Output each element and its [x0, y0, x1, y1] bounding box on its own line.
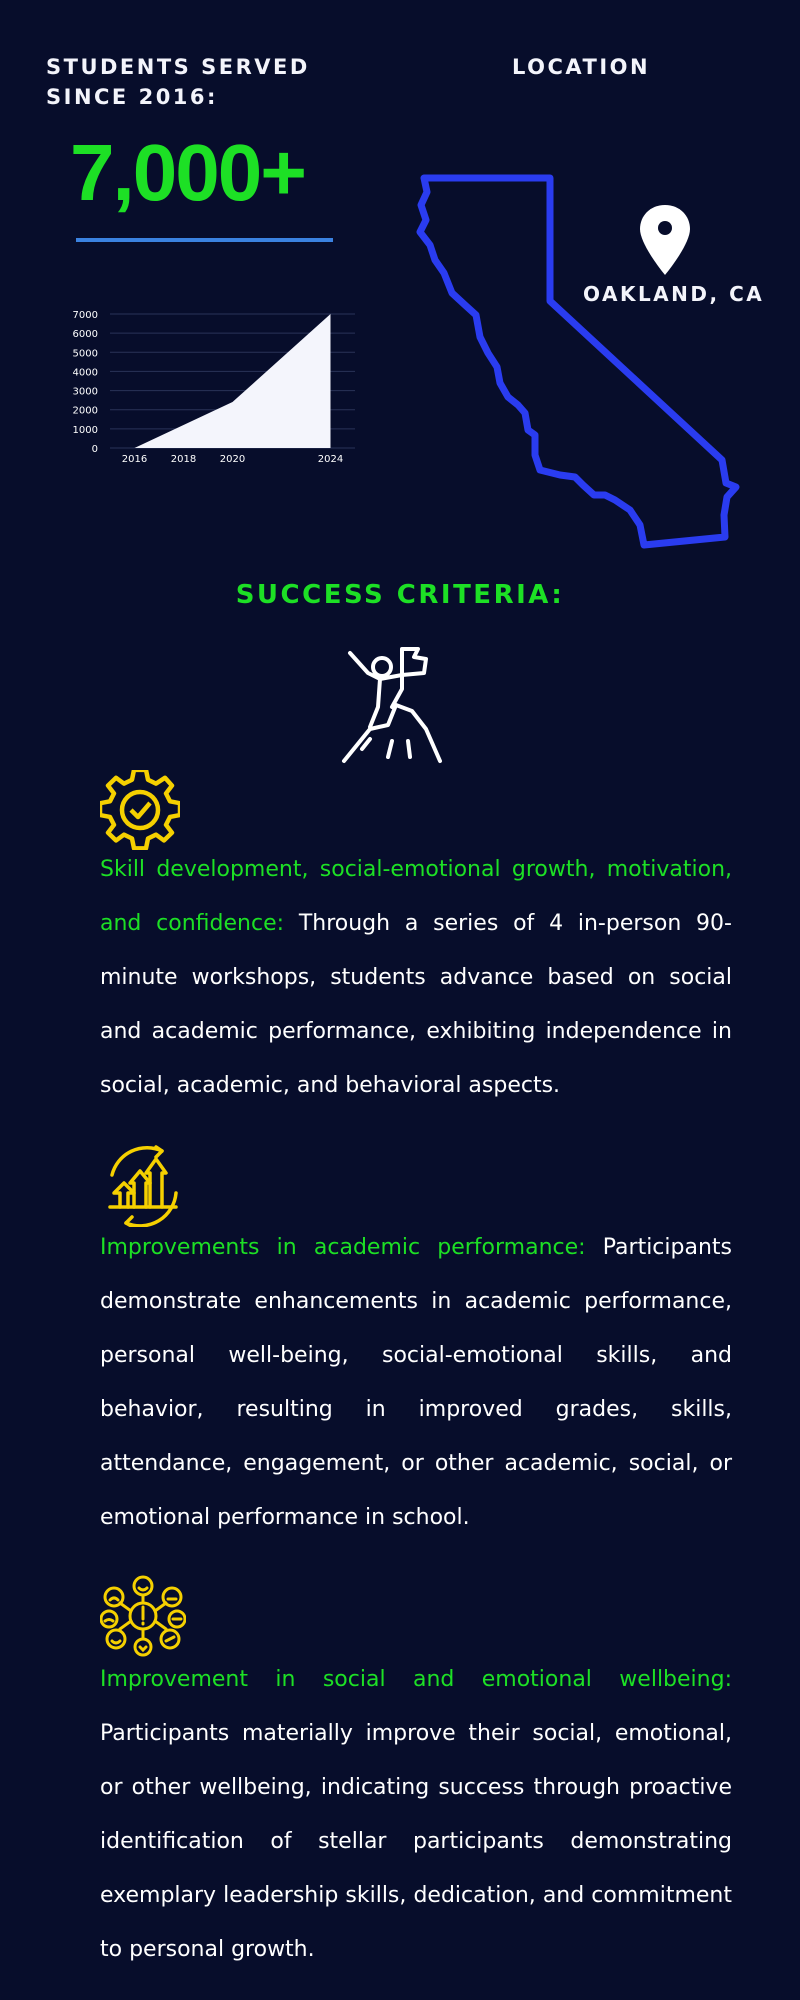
y-tick-label: 6000 — [72, 329, 98, 341]
location-pin-icon — [640, 205, 690, 275]
criterion-body: Participants materially improve their social, emotional, or other wellbeing, indicating success through proactive identification of stellar participants demonstrating exemplary leadership skills, dedication, and commitment to personal growth. — [100, 1721, 732, 1962]
y-tick-label: 3000 — [72, 386, 98, 398]
divider — [76, 238, 333, 242]
criterion-body: Participants demonstrate enhancements in academic performance, personal well-being, social-emotional skills, and behavior, resulting in improved grades, skills, attendance, engagement, or other academic, social, or emotional performance in school. — [100, 1235, 732, 1530]
y-tick-label: 0 — [91, 444, 98, 455]
students-count: 7,000+ — [70, 128, 305, 217]
y-tick-label: 4000 — [72, 367, 98, 379]
criterion-social-emotional-wellbeing — [100, 1653, 732, 1977]
area-series — [135, 314, 331, 448]
criterion-skill-development — [100, 843, 732, 1113]
students-served-label: STUDENTS SERVED SINCE 2016: — [46, 55, 310, 109]
y-tick-label: 1000 — [72, 424, 98, 436]
success-criteria-title: SUCCESS CRITERIA: — [235, 580, 565, 610]
criterion-body: Through a series of 4 in-person 90-minute workshops, students advance based on social and academic performance, exhibiting independence in social, academic, and behavioral aspects. — [100, 911, 732, 1098]
x-tick-label: 2016 — [121, 454, 148, 465]
mountain-climber-flag-icon — [340, 645, 460, 765]
location-label: LOCATION — [512, 55, 651, 79]
criterion-lead: Improvement in social and emotional wellbeing: — [100, 1667, 732, 1692]
california-map-icon — [410, 165, 750, 555]
gear-check-icon — [100, 770, 180, 850]
criterion-academic-performance — [100, 1221, 732, 1545]
city-label: OAKLAND, CA — [583, 282, 765, 306]
criterion-lead: Skill development, social-emotional growth, motivation, and confidence: — [100, 857, 732, 936]
y-tick-label: 7000 — [72, 310, 98, 321]
y-tick-label: 2000 — [72, 405, 98, 417]
x-tick-label: 2018 — [170, 454, 197, 465]
students-area-chart — [60, 300, 370, 475]
x-tick-label: 2020 — [219, 454, 246, 465]
growth-chart-icon — [100, 1145, 186, 1227]
y-tick-label: 5000 — [72, 348, 98, 360]
criterion-lead: Improvements in academic performance: — [100, 1235, 586, 1260]
x-tick-label: 2024 — [317, 454, 344, 465]
emotions-icon — [100, 1575, 186, 1657]
